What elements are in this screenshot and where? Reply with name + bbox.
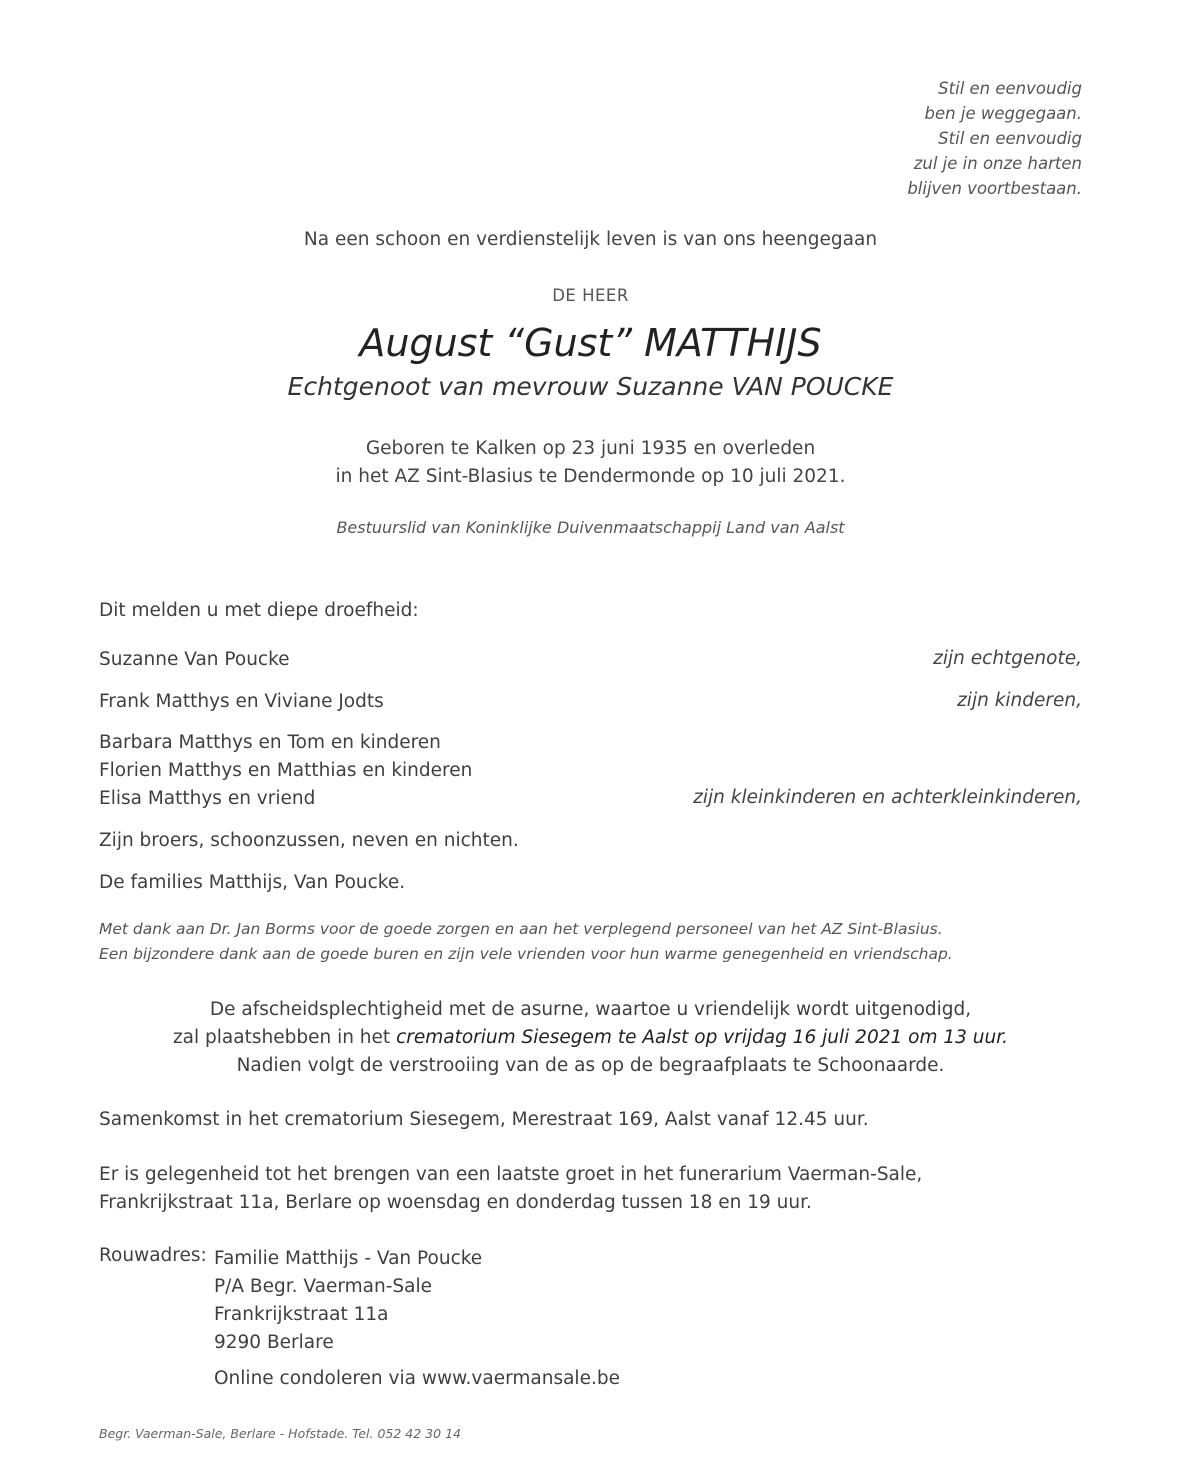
poem-line: Stil en eenvoudig [938, 79, 1082, 98]
ceremony-line: De afscheidsplechtigheid met de asurne, waartoe u vriendelijk wordt uitgenodigd, [209, 999, 972, 1020]
intro-text: Na een schoon en verdienstelijk leven is van ons heengegaan [303, 229, 878, 250]
siblings-text: Zijn broers, schoonzussen, neven en nichten. [99, 830, 519, 851]
death-line: in het AZ Sint-Blasius te Dendermonde op 10 juli 2021. [335, 466, 846, 487]
grandchild-entry: Barbara Matthys en Tom en kinderen [99, 732, 441, 753]
announce-text: Dit melden u met diepe droefheid: [99, 600, 419, 621]
gathering-text: Samenkomst in het crematorium Siesegem, Merestraat 169, Aalst vanaf 12.45 uur. [99, 1109, 869, 1130]
ceremony-info [0, 996, 1181, 1080]
ceremony-line [0, 1024, 1181, 1052]
birth-info [0, 435, 1181, 491]
spouse-relation: zijn echtgenote, [933, 648, 1082, 669]
address-label: Rouwadres: [99, 1245, 207, 1266]
birth-line: Geboren te Kalken op 23 juni 1935 en overleden [365, 438, 816, 459]
grandchildren-relation: zijn kleinkinderen en achterkleinkinderen, [693, 787, 1082, 808]
title-prefix: DE HEER [552, 286, 629, 305]
ceremony-line: Nadien volgt de verstrooiing van de as op de begraafplaats te Schoonaarde. [236, 1055, 945, 1076]
families-text: De families Matthijs, Van Poucke. [99, 872, 406, 893]
online-condolence: Online condoleren via www.vaermansale.be [214, 1368, 620, 1389]
thanks-line: Een bijzondere dank aan de goede buren en zijn vele vrienden voor hun warme genegenheid en vriendschap. [99, 945, 953, 963]
poem-line: ben je weggegaan. [924, 104, 1082, 123]
grandchild-entry: Elisa Matthys en vriend [99, 788, 316, 809]
address-line: 9290 Berlare [214, 1332, 334, 1353]
ceremony-location-time: crematorium Siesegem te Aalst op vrijdag 16 juli 2021 om 13 uur. [396, 1027, 1009, 1048]
grandchild-entry: Florien Matthys en Matthias en kinderen [99, 760, 473, 781]
poem-line: zul je in onze harten [913, 154, 1082, 173]
spouse-line: Echtgenoot van mevrouw Suzanne VAN POUCKE [287, 372, 894, 401]
visitation-line: Er is gelegenheid tot het brengen van een laatste groet in het funerarium Vaerman-Sale, [99, 1164, 923, 1185]
thanks-line: Met dank aan Dr. Jan Borms voor de goede zorgen en aan het verplegend personeel van het AZ Sint-Blasius. [99, 920, 943, 938]
thanks-text [99, 917, 953, 967]
role-text: Bestuurslid van Koninklijke Duivenmaatschappij Land van Aalst [336, 518, 845, 537]
ceremony-prefix: zal plaatshebben in het [172, 1027, 397, 1048]
address-block [214, 1245, 482, 1357]
poem-line: blijven voortbestaan. [907, 179, 1082, 198]
visitation-line: Frankrijkstraat 11a, Berlare op woensdag en donderdag tussen 18 en 19 uur. [99, 1192, 812, 1213]
address-line: Familie Matthijs - Van Poucke [214, 1248, 483, 1269]
visitation-text [99, 1161, 922, 1217]
address-line: P/A Begr. Vaerman-Sale [214, 1276, 432, 1297]
footer-text: Begr. Vaerman-Sale, Berlare - Hofstade. Tel. 052 42 30 14 [99, 1426, 461, 1441]
deceased-name: August “Gust” MATTHIJS [359, 321, 822, 365]
spouse-name: Suzanne Van Poucke [99, 649, 290, 670]
children-name: Frank Matthys en Viviane Jodts [99, 691, 384, 712]
address-line: Frankrijkstraat 11a [214, 1304, 389, 1325]
poem-line: Stil en eenvoudig [938, 129, 1082, 148]
children-relation: zijn kinderen, [957, 690, 1082, 711]
poem [907, 76, 1082, 201]
grandchildren-list [99, 729, 472, 813]
